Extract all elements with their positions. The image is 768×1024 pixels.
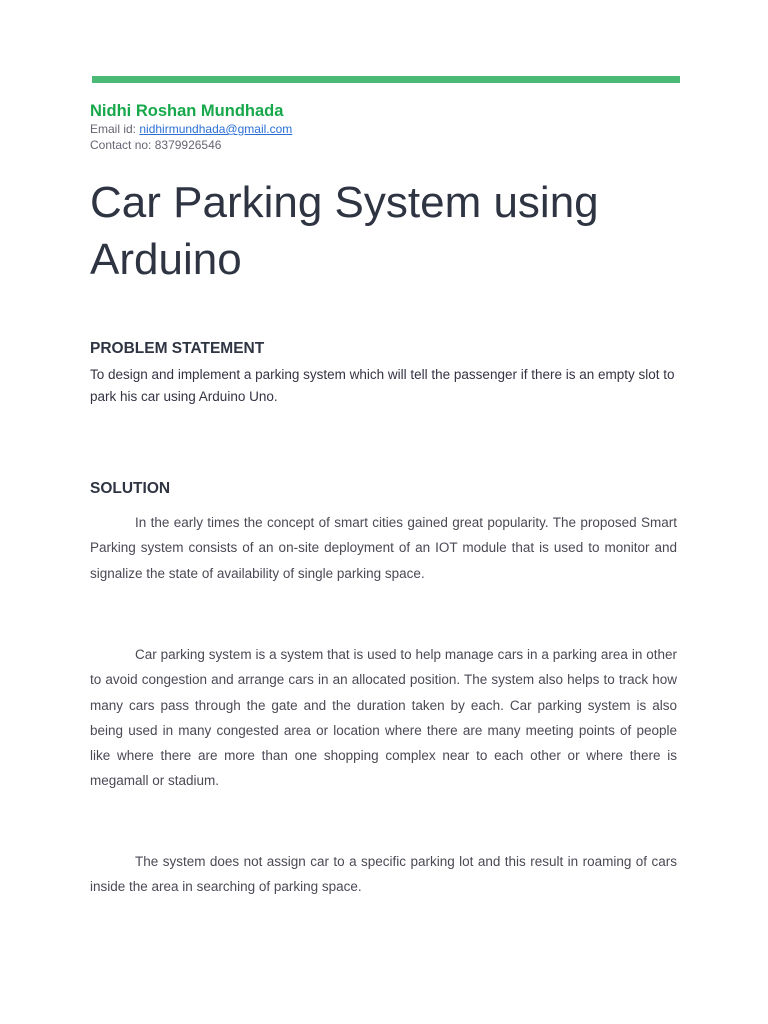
solution-heading: SOLUTION [90, 480, 171, 497]
author-name: Nidhi Roshan Mundhada [90, 102, 284, 120]
solution-paragraph: The system does not assign car to a specific parking lot and this result in roaming of cars inside the area in searching of parking space. [90, 854, 677, 895]
problem-statement-heading: PROBLEM STATEMENT [90, 340, 265, 357]
email-link[interactable]: nidhirmundhada@gmail.com [139, 122, 293, 136]
contact-line [90, 138, 221, 152]
problem-statement-text: To design and implement a parking system which will tell the passenger if there is an empty slot to park his car using Arduino Uno. [90, 367, 675, 404]
email-label: Email id: [90, 122, 140, 136]
header-accent-rule [92, 76, 680, 83]
document-title: Car Parking System using Arduino [90, 178, 599, 284]
solution-paragraph: In the early times the concept of smart cities gained great popularity. The proposed Smart Parking system consists of an on-site deployment of an IOT module that is used to monitor and signalize the state of availability of single parking space. [90, 515, 677, 581]
contact-label: Contact no: [90, 138, 155, 152]
email-line [90, 122, 292, 136]
contact-number: 8379926546 [154, 138, 222, 152]
solution-paragraph: Car parking system is a system that is used to help manage cars in a parking area in other to avoid congestion and arrange cars in an allocated position. The system also helps to track how many cars pass through the gate and the duration taken by each. Car parking system is also being used in many congested area or location where there are many meeting points of people like where there are more than one shopping complex near to each other or where there is megamall or stadium. [90, 647, 677, 789]
